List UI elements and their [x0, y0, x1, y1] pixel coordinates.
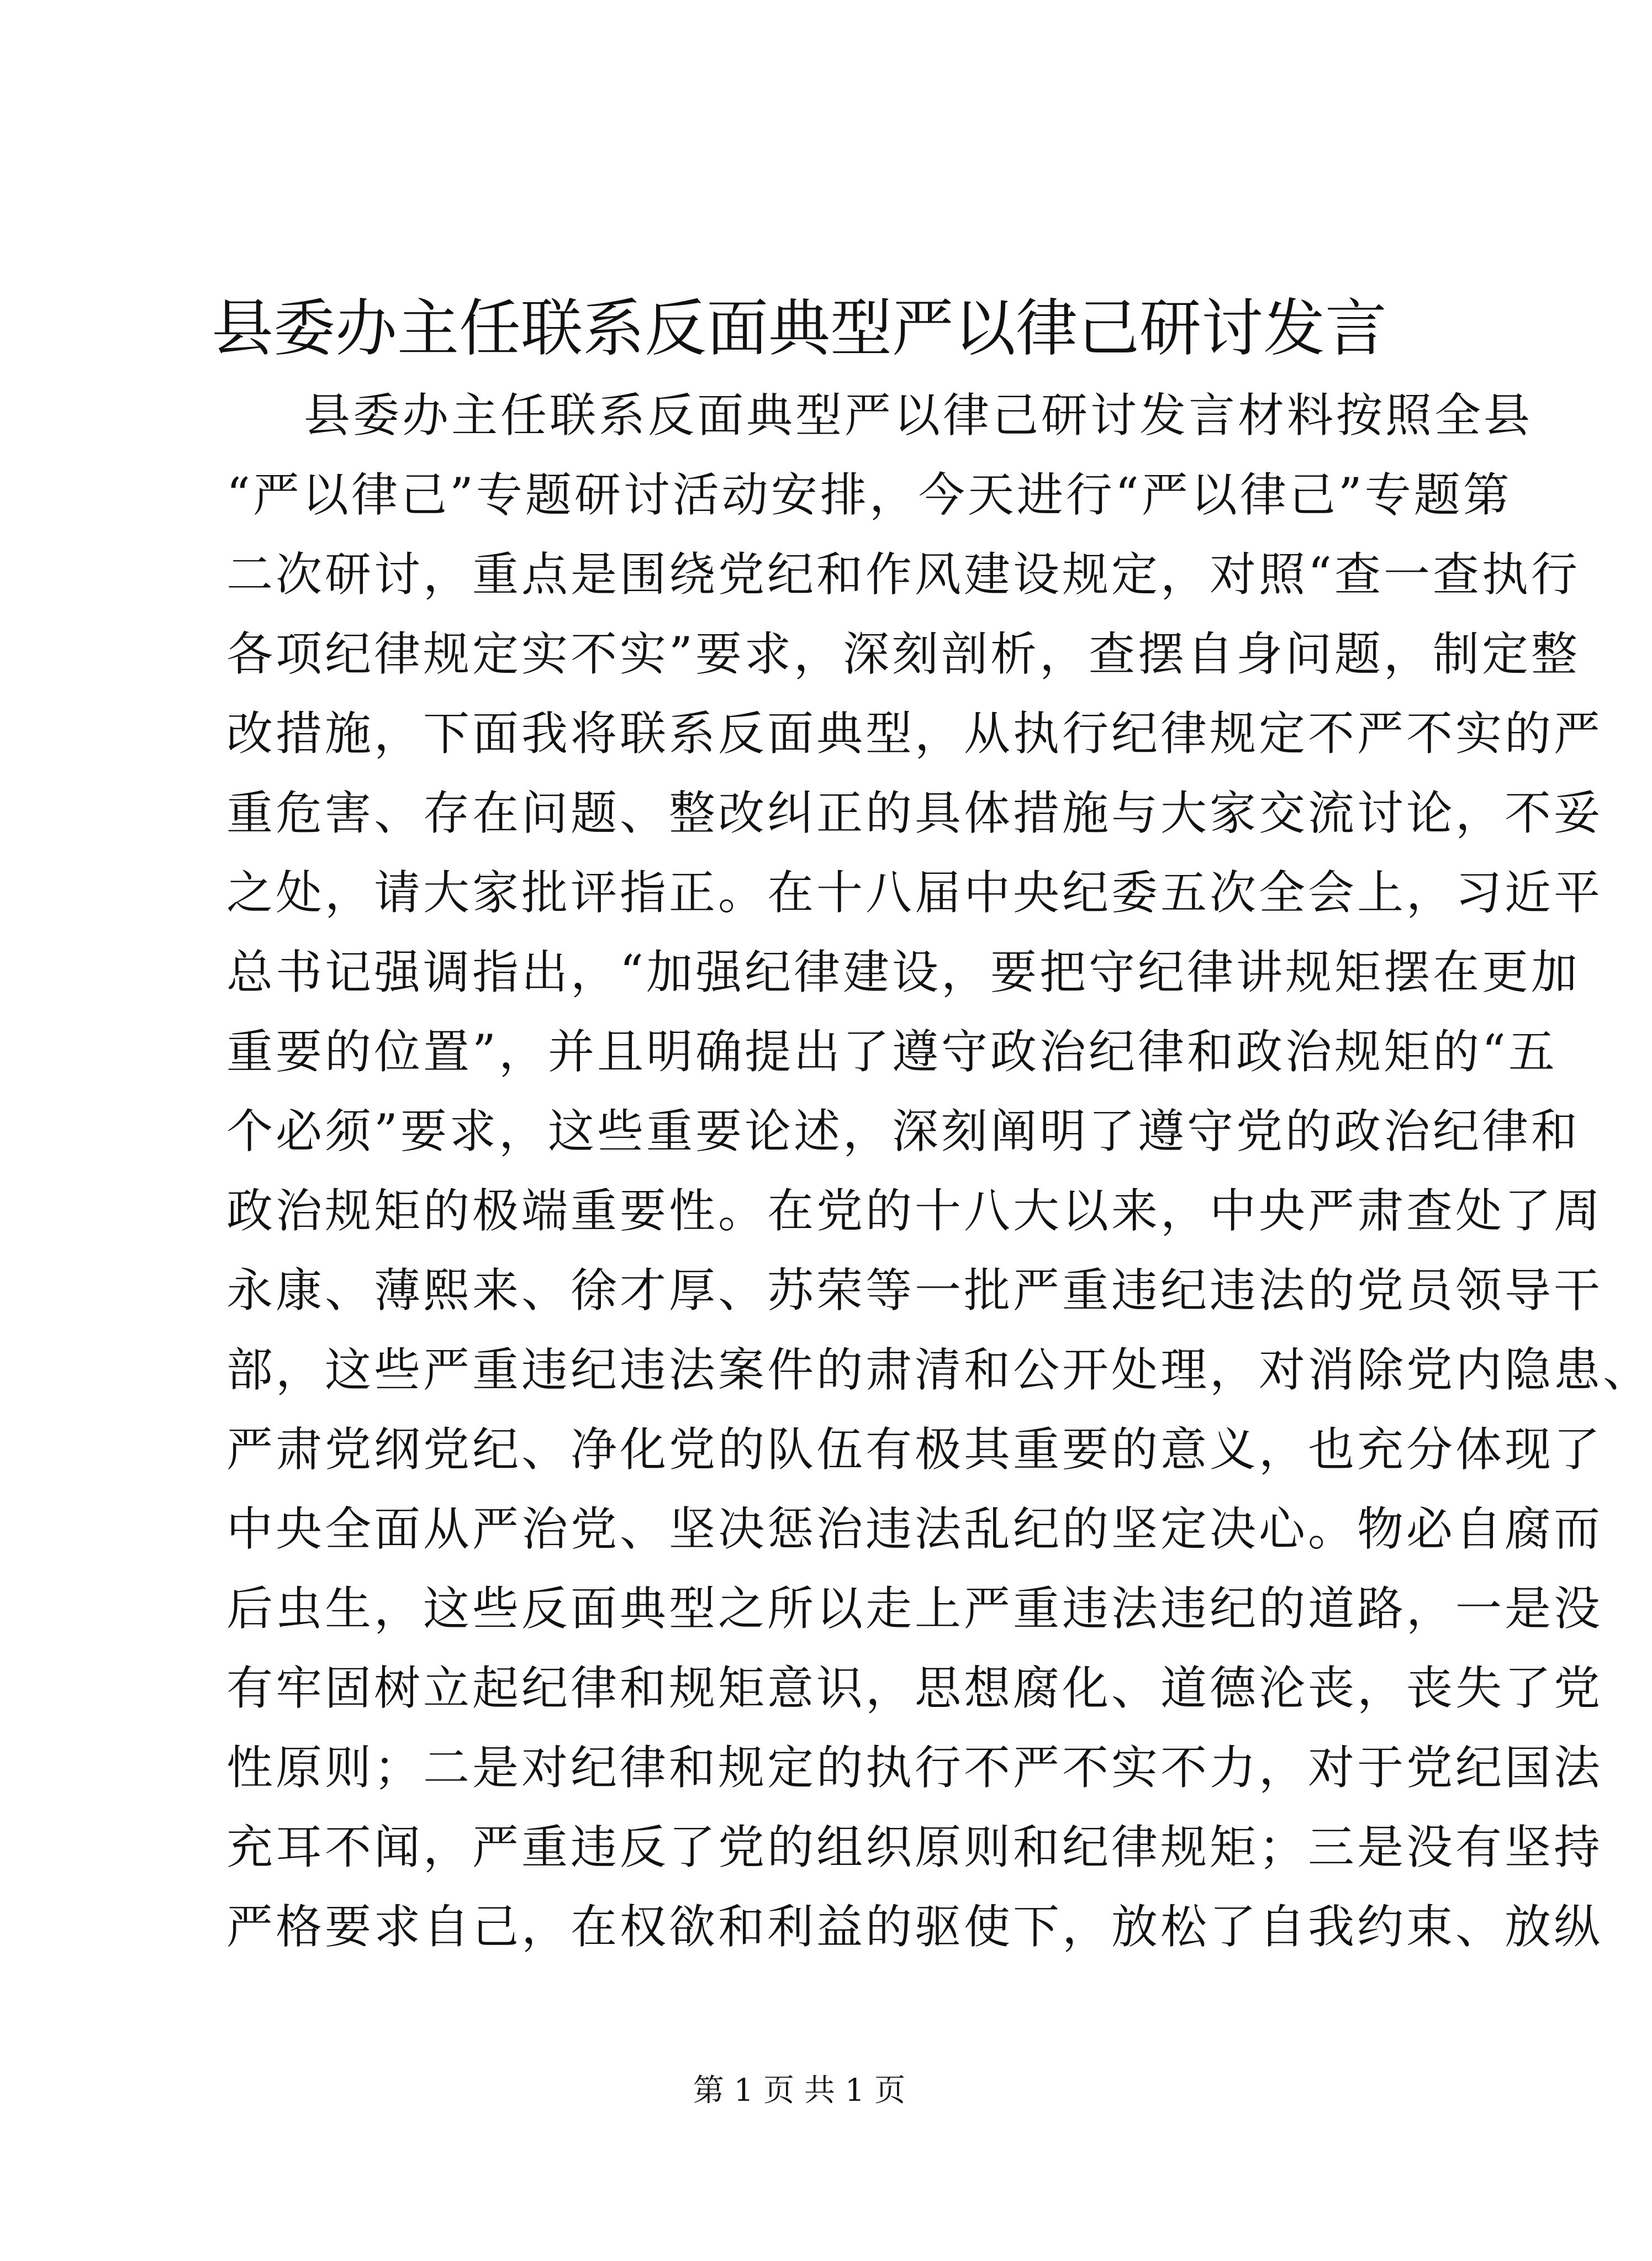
- paragraph-line: 严肃党纲党纪、净化党的队伍有极其重要的意义，也充分体现了: [226, 1422, 1603, 1477]
- page-number-footer: 第 1 页 共 1 页: [693, 2073, 906, 2109]
- paragraph-line: 充耳不闻，严重违反了党的组织原则和纪律规矩；三是没有坚持: [226, 1820, 1603, 1874]
- paragraph-line: 政治规矩的极端重要性。在党的十八大以来，中央严肃查处了周: [226, 1184, 1603, 1238]
- paragraph-line: 个必须”要求，这些重要论述，深刻阐明了遵守党的政治纪律和: [226, 1104, 1580, 1158]
- paragraph-line: 二次研讨，重点是围绕党纪和作风建设规定，对照“查一查执行: [226, 547, 1580, 602]
- paragraph-line: 有牢固树立起纪律和规矩意识，思想腐化、道德沦丧，丧失了党: [226, 1661, 1603, 1715]
- paragraph-line: 中央全面从严治党、坚决惩治违法乱纪的坚定决心。物必自腐而: [226, 1502, 1603, 1556]
- paragraph-line: 改措施，下面我将联系反面典型，从执行纪律规定不严不实的严: [226, 707, 1603, 761]
- paragraph-line: 性原则；二是对纪律和规定的执行不严不实不力，对于党纪国法: [226, 1741, 1603, 1795]
- document-body: [226, 376, 1652, 1967]
- document-title: 县委办主任联系反面典型严以律己研讨发言: [212, 293, 1387, 365]
- paragraph-line: 严格要求自己，在权欲和利益的驱使下，放松了自我约束、放纵: [226, 1900, 1603, 1954]
- paragraph-line: 各项纪律规定实不实”要求，深刻剖析，查摆自身问题，制定整: [226, 627, 1580, 681]
- paragraph-line: 永康、薄熙来、徐才厚、苏荣等一批严重违纪违法的党员领导干: [226, 1263, 1603, 1317]
- paragraph-line: “严以律己”专题研讨活动安排，今天进行“严以律己”专题第: [226, 468, 1512, 522]
- paragraph-line: 总书记强调指出，“加强纪律建设，要把守纪律讲规矩摆在更加: [226, 945, 1580, 999]
- paragraph-line: 后虫生，这些反面典型之所以走上严重违法违纪的道路，一是没: [226, 1582, 1603, 1636]
- paragraph-line: 重危害、存在问题、整改纠正的具体措施与大家交流讨论，不妥: [226, 786, 1603, 840]
- paragraph-line: 重要的位置”，并且明确提出了遵守政治纪律和政治规矩的“五: [226, 1025, 1558, 1079]
- paragraph-line: 之处，请大家批评指正。在十八届中央纪委五次全会上，习近平: [226, 866, 1603, 920]
- paragraph-line: 县委办主任联系反面典型严以律己研讨发言材料按照全县: [304, 388, 1533, 442]
- paragraph-line: 部，这些严重违纪违法案件的肃清和公开处理，对消除党内隐患、: [226, 1343, 1652, 1397]
